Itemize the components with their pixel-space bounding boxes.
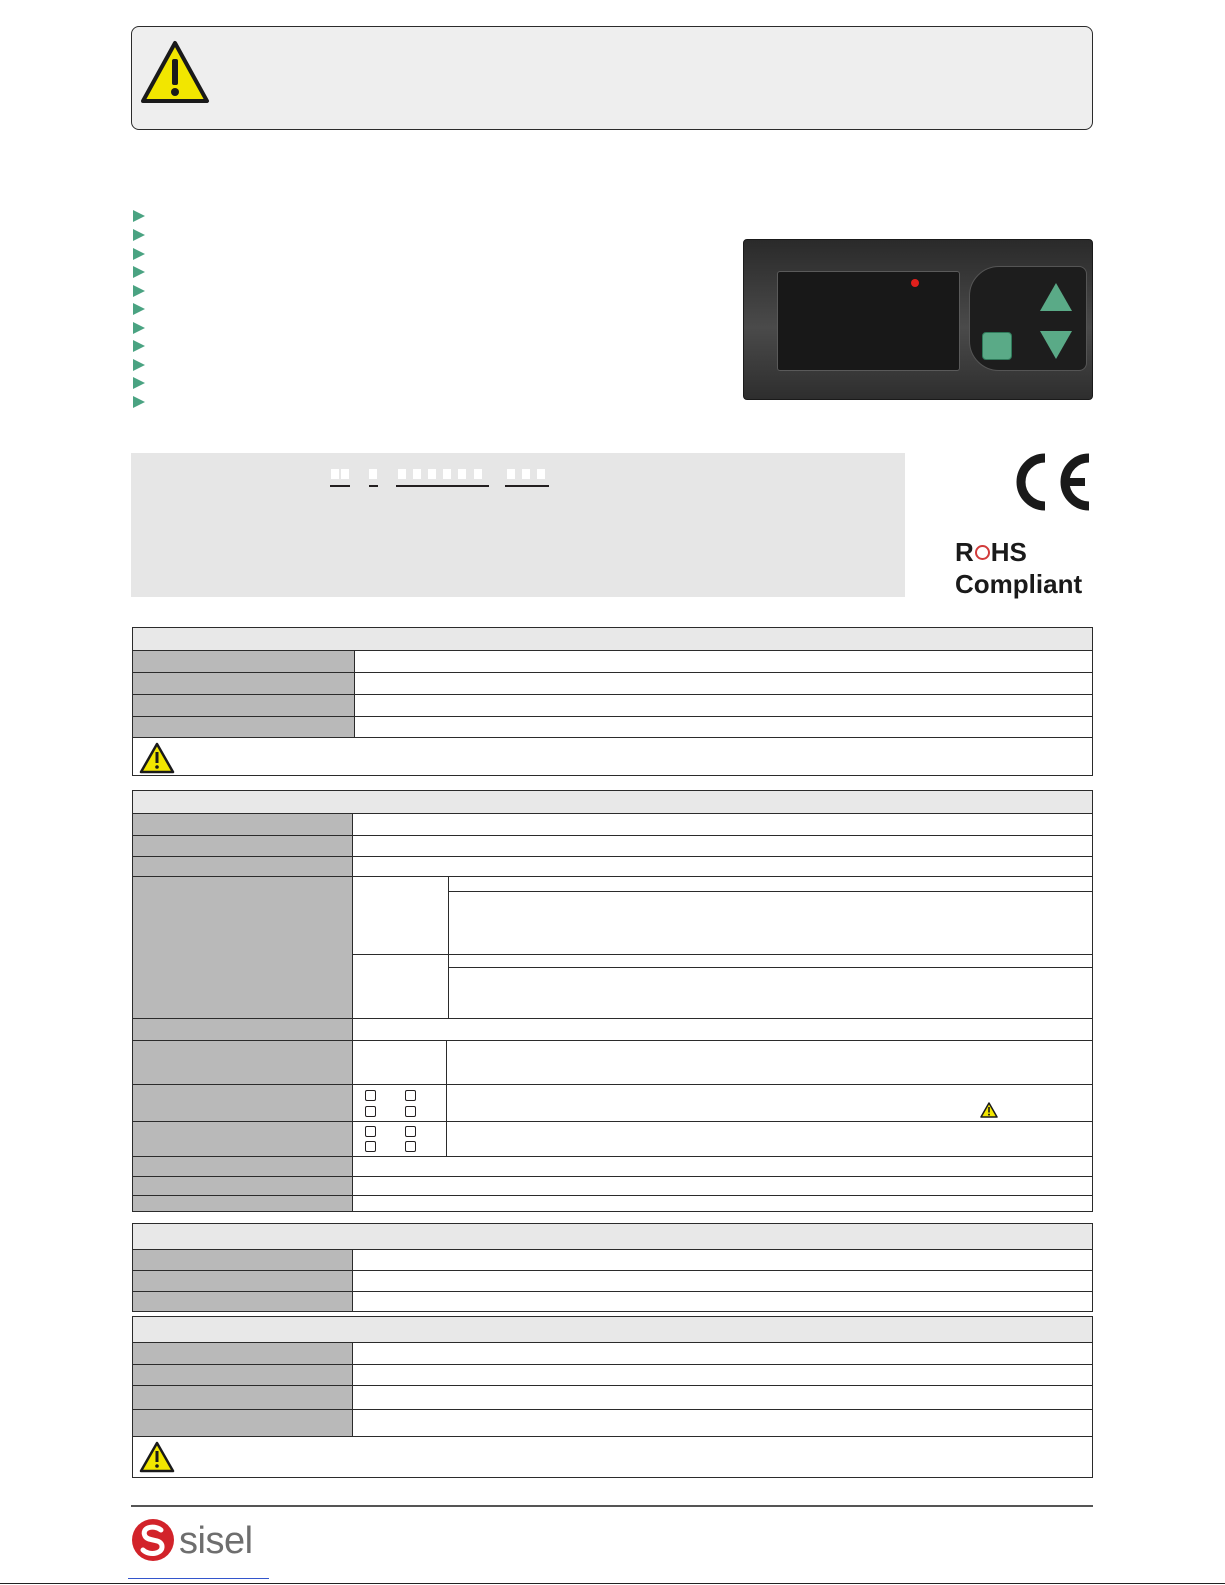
table-row [133, 673, 1092, 695]
table-header [133, 1224, 1092, 1250]
checkbox-icon [405, 1126, 416, 1137]
table-row [133, 1019, 1092, 1041]
warning-triangle-icon [980, 1102, 998, 1118]
list-item [133, 229, 145, 241]
table-note [133, 1437, 1092, 1477]
list-item [133, 210, 145, 222]
rohs-r: R [955, 537, 974, 567]
table-row [133, 877, 1092, 1019]
checkbox-icon [365, 1106, 376, 1117]
table-header [133, 628, 1092, 651]
controller-device-image [743, 239, 1093, 400]
pb-free-icon [975, 545, 990, 560]
table-row [133, 1292, 1092, 1311]
table-row [133, 814, 1092, 836]
table-row [133, 1196, 1092, 1211]
list-item [133, 248, 145, 260]
brand-name: sisel [179, 1520, 253, 1562]
device-display [777, 271, 960, 371]
code-field [396, 469, 489, 487]
code-field [330, 469, 350, 487]
rohs-compliant-text: Compliant [955, 569, 1083, 599]
table-row [133, 1177, 1092, 1196]
list-item [133, 359, 145, 371]
code-field [505, 469, 549, 487]
down-arrow-icon [1040, 331, 1072, 359]
table-row [133, 1386, 1092, 1410]
table-header [133, 791, 1092, 814]
checkbox-icon [365, 1141, 376, 1152]
list-item [133, 266, 145, 278]
table-row [133, 1157, 1092, 1177]
table-row [133, 1250, 1092, 1271]
rohs-hs: HS [990, 537, 1027, 567]
spec-table-1 [132, 627, 1093, 776]
table-row [133, 1041, 1092, 1085]
set-key-icon [982, 332, 1012, 360]
spec-table-4 [132, 1316, 1093, 1478]
warning-triangle-icon [139, 1441, 175, 1473]
spec-table-2 [132, 790, 1093, 1212]
keypad [969, 266, 1087, 371]
status-led [911, 279, 919, 287]
table-row [133, 717, 1092, 738]
checkbox-icon [365, 1090, 376, 1101]
table-row [133, 651, 1092, 673]
table-header [133, 1317, 1092, 1343]
footer-link-underline [128, 1578, 269, 1579]
up-arrow-icon [1040, 283, 1072, 311]
spec-table-3 [132, 1223, 1093, 1312]
ordering-code-box [131, 453, 905, 597]
table-row [133, 1410, 1092, 1437]
checkbox-icon [405, 1106, 416, 1117]
ce-mark-icon [1011, 452, 1093, 512]
list-item [133, 303, 145, 315]
checkbox-icon [365, 1126, 376, 1137]
rohs-compliant-mark [955, 536, 1100, 600]
warning-banner [131, 26, 1093, 130]
list-item [133, 285, 145, 297]
table-row [133, 1085, 1092, 1122]
code-field [369, 469, 378, 487]
page-bottom-line [0, 1583, 1225, 1584]
list-item [133, 396, 145, 408]
checkbox-icon [405, 1141, 416, 1152]
warning-triangle-icon [139, 742, 175, 774]
table-row [133, 1271, 1092, 1292]
table-row [133, 1343, 1092, 1365]
table-row [133, 857, 1092, 877]
table-note [133, 738, 1092, 775]
list-item [133, 340, 145, 352]
table-row [133, 1365, 1092, 1386]
table-row [133, 695, 1092, 717]
footer-divider [131, 1505, 1093, 1507]
list-item [133, 377, 145, 389]
list-item [133, 322, 145, 334]
table-row [133, 836, 1092, 857]
table-row [133, 1122, 1092, 1157]
sisel-logo-icon [131, 1518, 175, 1562]
checkbox-icon [405, 1090, 416, 1101]
warning-triangle-icon [140, 39, 210, 105]
